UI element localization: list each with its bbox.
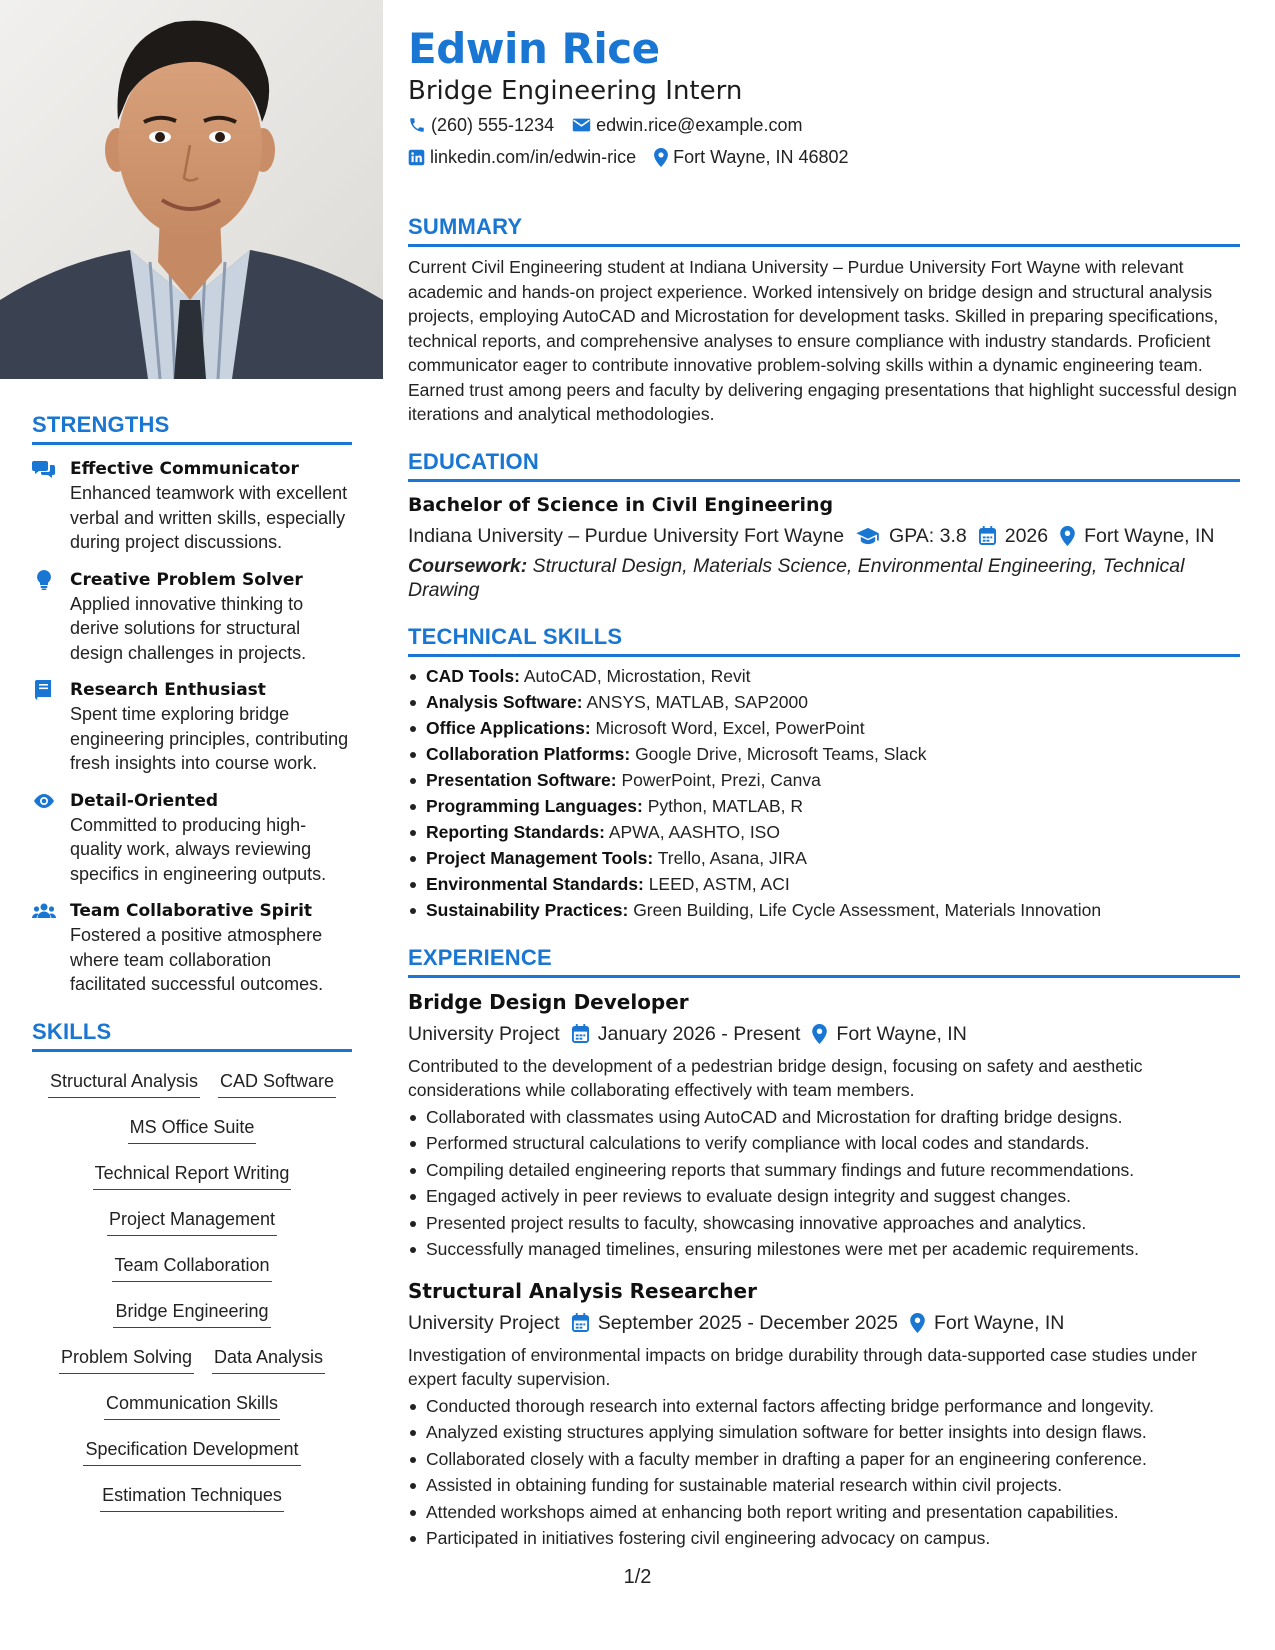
- strength-item: [32, 899, 352, 997]
- skill-tag: Team Collaboration: [112, 1246, 271, 1282]
- main-content: [408, 22, 1240, 1552]
- email-text: edwin.rice@example.com: [596, 115, 803, 135]
- skill-tag: Bridge Engineering: [113, 1292, 270, 1328]
- strength-title: Research Enthusiast: [70, 680, 266, 700]
- job-meta: [408, 1020, 1240, 1048]
- job-meta: [408, 1309, 1240, 1337]
- job-dates: September 2025 - December 2025: [597, 1311, 898, 1334]
- skill-tag: Project Management: [107, 1200, 277, 1236]
- skill-label: Environmental Standards:: [426, 873, 644, 894]
- list-item: [408, 819, 1240, 845]
- email-contact[interactable]: [572, 112, 802, 138]
- skills-heading: SKILLS: [32, 1019, 352, 1052]
- phone-icon: [408, 116, 426, 134]
- skill-tag: Data Analysis: [212, 1338, 325, 1374]
- eye-icon: [32, 791, 56, 811]
- list-item: Collaborated with classmates using AutoCAD and Microstation for drafting bridge designs.: [408, 1104, 1240, 1131]
- profile-photo: [0, 0, 383, 379]
- skill-label: Sustainability Practices:: [426, 899, 629, 920]
- job-description: Investigation of environmental impacts on bridge durability through data-supported case studies under expert faculty supervision.: [408, 1344, 1197, 1389]
- job-title: Structural Analysis Researcher: [408, 1278, 757, 1303]
- job-org: University Project: [408, 1311, 560, 1334]
- strength-title: Team Collaborative Spirit: [70, 901, 313, 921]
- job-title: Bridge Design Developer: [408, 989, 689, 1014]
- calendar-icon: [572, 1024, 589, 1043]
- job-bullets: [408, 1393, 1240, 1552]
- skill-tags: [32, 1062, 352, 1522]
- list-item: Analyzed existing structures applying simulation software for better insights into design flaws.: [408, 1419, 1240, 1446]
- school-name: Indiana University – Purdue University Fort Wayne: [408, 524, 845, 547]
- strengths-list: [32, 457, 352, 997]
- summary-section: [408, 214, 1240, 427]
- technical-skills-section: [408, 624, 1240, 923]
- education-section: [408, 449, 1240, 602]
- skill-value: AutoCAD, Microstation, Revit: [523, 665, 751, 686]
- portrait-illustration: [0, 0, 383, 379]
- strength-desc: Applied innovative thinking to derive solutions for structural design challenges in projects.: [70, 593, 307, 663]
- job-entry: [408, 988, 1240, 1263]
- skill-label: Programming Languages:: [426, 795, 643, 816]
- graduation-year: 2026: [1004, 524, 1049, 547]
- list-item: Participated in initiatives fostering civil engineering advocacy on campus.: [408, 1525, 1240, 1552]
- skill-label: Collaboration Platforms:: [426, 743, 631, 764]
- contact-row: [408, 112, 1240, 138]
- list-item: Collaborated closely with a faculty member in drafting a paper for an engineering conference.: [408, 1446, 1240, 1473]
- skill-tag: Specification Development: [83, 1430, 300, 1466]
- coursework-label: Coursework:: [408, 554, 528, 577]
- chat-icon: [32, 459, 56, 479]
- graduation-cap-icon: [856, 527, 880, 545]
- linkedin-contact[interactable]: [408, 144, 636, 170]
- job-bullets: [408, 1104, 1240, 1263]
- strengths-heading: STRENGTHS: [32, 412, 352, 445]
- phone-text: (260) 555-1234: [431, 115, 555, 135]
- skill-value: Trello, Asana, JIRA: [657, 847, 807, 868]
- strength-desc: Enhanced teamwork with excellent verbal and written skills, especially during project discussions.: [70, 483, 348, 552]
- candidate-role: Bridge Engineering Intern: [408, 76, 743, 106]
- skill-value: LEED, ASTM, ACI: [648, 873, 790, 894]
- list-item: [408, 897, 1240, 923]
- skill-tag: MS Office Suite: [128, 1108, 257, 1144]
- job-org: University Project: [408, 1022, 560, 1045]
- summary-heading: SUMMARY: [408, 214, 1240, 247]
- map-pin-icon: [654, 148, 668, 167]
- list-item: [408, 845, 1240, 871]
- skill-label: Analysis Software:: [426, 691, 583, 712]
- technical-skills-heading: TECHNICAL SKILLS: [408, 624, 1240, 657]
- linkedin-icon: [408, 149, 425, 166]
- map-pin-icon: [910, 1313, 925, 1333]
- skill-tag: Technical Report Writing: [93, 1154, 292, 1190]
- list-item: Conducted thorough research into external factors affecting bridge performance and longevity.: [408, 1393, 1240, 1420]
- skill-tag: Communication Skills: [104, 1384, 280, 1420]
- location-contact: [654, 144, 848, 170]
- strength-item: [32, 678, 352, 776]
- job-description: Contributed to the development of a pedestrian bridge design, focusing on safety and aesthetic considerations while collaborating effectively with team members.: [408, 1055, 1143, 1100]
- list-item: Compiling detailed engineering reports that summary findings and future recommendations.: [408, 1157, 1240, 1184]
- job-location: Fort Wayne, IN: [836, 1022, 967, 1045]
- list-item: Engaged actively in peer reviews to evaluate design integrity and suggest changes.: [408, 1183, 1240, 1210]
- list-item: [408, 767, 1240, 793]
- list-item: Successfully managed timelines, ensuring milestones were met per academic requirements.: [408, 1236, 1240, 1263]
- strength-desc: Spent time exploring bridge engineering principles, contributing fresh insights into course work.: [70, 704, 349, 773]
- skill-tag: Problem Solving: [59, 1338, 194, 1374]
- list-item: Attended workshops aimed at enhancing both report writing and presentation capabilities.: [408, 1499, 1240, 1526]
- strength-desc: Committed to producing high-quality work, always reviewing specifics in engineering outputs.: [70, 814, 327, 884]
- education-heading: EDUCATION: [408, 449, 1240, 482]
- phone-contact[interactable]: [408, 112, 554, 138]
- education-meta: [408, 522, 1240, 550]
- skill-label: Office Applications:: [426, 717, 591, 738]
- users-icon: [32, 901, 56, 921]
- skill-tag: Estimation Techniques: [100, 1476, 284, 1512]
- technical-skills-list: [408, 663, 1240, 923]
- skill-label: CAD Tools:: [426, 665, 520, 686]
- location-text: Fort Wayne, IN 46802: [673, 147, 849, 167]
- strength-item: [32, 789, 352, 887]
- skill-label: Reporting Standards:: [426, 821, 605, 842]
- skill-label: Project Management Tools:: [426, 847, 654, 868]
- skill-value: APWA, AASHTO, ISO: [608, 821, 780, 842]
- strength-title: Effective Communicator: [70, 459, 299, 479]
- skill-tag: CAD Software: [218, 1062, 336, 1098]
- skill-value: Google Drive, Microsoft Teams, Slack: [635, 743, 927, 764]
- job-location: Fort Wayne, IN: [933, 1311, 1065, 1334]
- skill-value: Microsoft Word, Excel, PowerPoint: [595, 717, 865, 738]
- skill-label: Presentation Software:: [426, 769, 617, 790]
- school-location: Fort Wayne, IN: [1084, 524, 1215, 547]
- strength-title: Detail-Oriented: [70, 790, 219, 811]
- list-item: [408, 663, 1240, 689]
- strength-desc: Fostered a positive atmosphere where team collaboration facilitated successful outcomes.: [70, 925, 324, 994]
- experience-section: [408, 945, 1240, 1552]
- job-entry: [408, 1277, 1240, 1552]
- envelope-icon: [572, 117, 591, 133]
- coursework-list: Structural Design, Materials Science, Environmental Engineering, Technical Drawing: [408, 554, 1185, 601]
- experience-heading: EXPERIENCE: [408, 945, 1240, 978]
- list-item: [408, 741, 1240, 767]
- skill-value: ANSYS, MATLAB, SAP2000: [586, 691, 808, 712]
- calendar-icon: [979, 526, 996, 545]
- map-pin-icon: [1060, 526, 1075, 546]
- skill-value: Green Building, Life Cycle Assessment, Materials Innovation: [633, 899, 1102, 920]
- skill-tag: Structural Analysis: [48, 1062, 200, 1098]
- job-dates: January 2026 - Present: [597, 1022, 801, 1045]
- page-number: 1/2: [623, 1566, 652, 1588]
- linkedin-text: linkedin.com/in/edwin-rice: [430, 147, 637, 167]
- map-pin-icon: [812, 1024, 827, 1044]
- list-item: Performed structural calculations to verify compliance with local codes and standards.: [408, 1130, 1240, 1157]
- sidebar: [0, 0, 383, 1650]
- skill-value: PowerPoint, Prezi, Canva: [621, 769, 821, 790]
- list-item: Assisted in obtaining funding for sustainable material research within civil projects.: [408, 1472, 1240, 1499]
- list-item: [408, 793, 1240, 819]
- calendar-icon: [572, 1313, 589, 1332]
- list-item: [408, 871, 1240, 897]
- strength-item: [32, 457, 352, 555]
- contact-row: [408, 144, 1240, 170]
- lightbulb-icon: [32, 570, 56, 590]
- degree-title: Bachelor of Science in Civil Engineering: [408, 493, 834, 516]
- candidate-name: Edwin Rice: [408, 24, 660, 73]
- list-item: Presented project results to faculty, showcasing innovative approaches and analytics.: [408, 1210, 1240, 1237]
- coursework: [408, 554, 1240, 602]
- summary-text: Current Civil Engineering student at Indiana University – Purdue University Fort Wayne with relevant academic and hands-on project experience. Worked intensively on bridge design and structural analysis projects, employing AutoCAD and Microstation for development tasks. Skilled in preparing specifications, technical reports, and comprehensive analyses to ensure compliance with industry standards. Proficient communicator eager to contribute innovative problem-solving skills within a dynamic engineering team. Earned trust among peers and faculty by delivering engaging presentations that highlight successful design iterations and analytical methodologies.: [408, 257, 1237, 424]
- list-item: [408, 715, 1240, 741]
- list-item: [408, 689, 1240, 715]
- strength-item: [32, 568, 352, 666]
- skill-value: Python, MATLAB, R: [647, 795, 804, 816]
- strength-title: Creative Problem Solver: [70, 569, 303, 590]
- book-icon: [32, 680, 56, 700]
- gpa-value: GPA: 3.8: [889, 524, 967, 547]
